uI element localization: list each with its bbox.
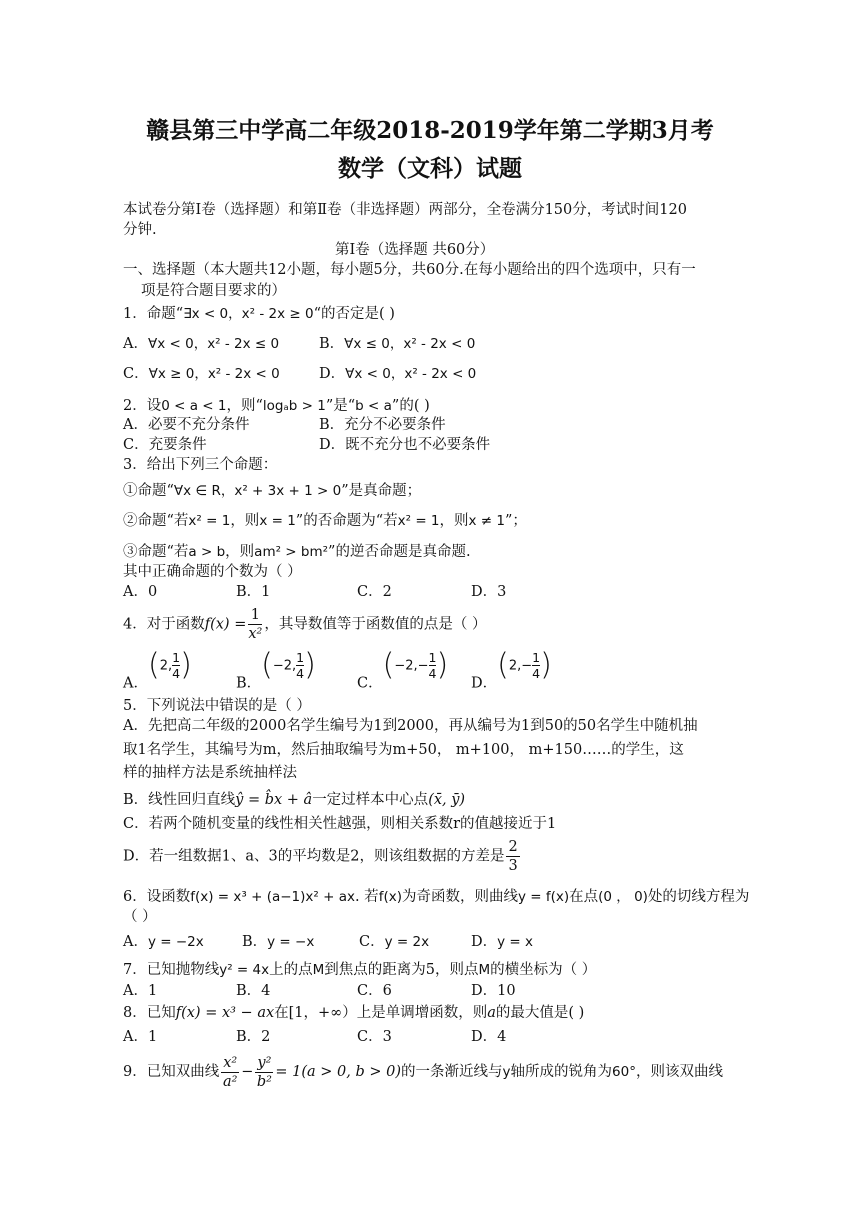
question-8-stem: 8．已知f(x) = x³ − ax在[1，+∞）上是单调增函数，则a的最大值是( ): [123, 1005, 585, 1021]
question-8-option-b: B．2: [236, 1029, 271, 1045]
section-instruction-2: 项是符合题目要求的）: [141, 283, 286, 299]
question-6-option-b: B．y = −x: [242, 934, 315, 950]
question-4-option-c: C．(−2,− $\frac{1}{4}$ ): [357, 647, 449, 692]
question-7-option-b: B．4: [236, 983, 271, 999]
question-3-proposition-3: ③命题“若a > b，则am² > bm²”的逆否命题是真命题.: [123, 544, 471, 560]
question-8-option-d: D．4: [471, 1029, 507, 1045]
question-4-option-d: D．(2,− $\frac{1}{4}$ ): [471, 647, 552, 692]
section-heading: 第Ⅰ卷（选择题 共60分）: [335, 242, 495, 258]
text: 1．命题“: [123, 306, 184, 322]
exam-title: 赣县第三中学高二年级2018-2019学年第二学期3月考: [146, 117, 714, 144]
question-5-option-b: B．线性回归直线ŷ = b̂x + â一定过样本中心点(x̄, ȳ): [123, 792, 466, 808]
question-3-ask: 其中正确命题的个数为（ ）: [123, 564, 302, 580]
question-2-option-c: C．充要条件: [123, 437, 207, 453]
exam-subtitle: 数学（文科）试题: [338, 155, 522, 182]
question-3-option-c: C．2: [357, 584, 392, 600]
question-5-option-c: C．若两个随机变量的线性相关性越强，则相关系数r的值越接近于1: [123, 816, 557, 832]
question-6-option-a: A．y = −2x: [123, 934, 204, 950]
question-6-stem: 6．设函数f(x) = x³ + (a−1)x² + ax. 若f(x)为奇函数，则曲线y = f(x)在点(0 ， 0)处的切线方程为: [123, 889, 750, 905]
question-4-stem: 4．对于函数f(x) = $\frac{1}{\text{x²}}$ ，其导数值等于函数值的点是（ ）: [123, 607, 487, 642]
question-7-option-c: C．6: [357, 983, 392, 999]
question-1-option-b: B．∀x ≤ 0，x² - 2x < 0: [319, 336, 476, 352]
question-7-option-d: D．10: [471, 983, 516, 999]
question-7-stem: 7．已知抛物线y² = 4x上的点M到焦点的距离为5，则点M的横坐标为（ ）: [123, 962, 597, 978]
question-3-option-b: B．1: [236, 584, 271, 600]
question-2-stem: 2．设0 < a < 1，则“logₐb > 1”是“b < a”的( ): [123, 398, 430, 414]
fraction: $\frac{\text{y²}}{\text{b²}}$: [256, 1054, 272, 1090]
question-5-option-d: D．若一组数据1、a、3的平均数是2，则该组数据的方差是 $\frac{2}{3}$: [123, 839, 518, 874]
intro-line-1: 本试卷分第Ⅰ卷（选择题）和第Ⅱ卷（非选择题）两部分，全卷满分150分，考试时间120: [123, 202, 687, 218]
question-3-proposition-1: ①命题“∀x ∈ R，x² + 3x + 1 > 0”是真命题；: [123, 483, 422, 499]
question-6-option-d: D．y = x: [471, 934, 534, 950]
fraction: $\frac{1}{\text{x²}}$: [248, 607, 263, 642]
text: “的否定是( ): [313, 306, 395, 322]
question-1-option-c: C．∀x ≥ 0，x² - 2x < 0: [123, 366, 280, 382]
question-4-option-a: A．(2, $\frac{1}{4}$ ): [123, 647, 192, 692]
fraction: $\frac{2}{3}$: [508, 839, 518, 874]
question-4-option-b: B．(−2, $\frac{1}{4}$ ): [236, 647, 316, 692]
section-instruction-1: 一、选择题（本大题共12小题，每小题5分，共60分.在每小题给出的四个选项中，只有一: [123, 262, 696, 278]
question-5-option-a-line-3: 样的抽样方法是系统抽样法: [123, 765, 297, 781]
question-1-option-a: A．∀x < 0，x² - 2x ≤ 0: [123, 336, 280, 352]
question-5-option-a-line-1: A．先把高二年级的2000名学生编号为1到2000，再从编号为1到50的50名学生中随机抽: [123, 718, 698, 734]
question-7-option-a: A．1: [123, 983, 158, 999]
question-1-option-d: D．∀x < 0，x² - 2x < 0: [319, 366, 477, 382]
question-3-option-d: D．3: [471, 584, 507, 600]
math-expr: ∃x < 0，x² - 2x ≥ 0: [183, 306, 314, 322]
fraction: $\frac{\text{x²}}{\text{a²}}$: [223, 1054, 238, 1090]
question-8-option-c: C．3: [357, 1029, 392, 1045]
question-6-option-c: C．y = 2x: [359, 934, 430, 950]
question-6-stem-line-2: （ ）: [123, 909, 157, 925]
intro-line-2: 分钟.: [123, 222, 157, 238]
question-5-stem: 5．下列说法中错误的是（ ）: [123, 698, 311, 714]
question-3-proposition-2: ②命题“若x² = 1，则x = 1”的否命题为“若x² = 1，则x ≠ 1”；: [123, 513, 527, 529]
question-9-stem: 9．已知双曲线 $\frac{\text{x²}}{\text{a²}}$ − $\frac{\text{y²}}{\text{b²}}$ = 1(a > 0, b > 0)的一条渐近线与y轴所成的锐角为60°，则该双曲线: [123, 1054, 723, 1090]
question-2-option-d: D．既不充分也不必要条件: [319, 437, 491, 453]
question-8-option-a: A．1: [123, 1029, 158, 1045]
question-5-option-a-line-2: 取1名学生，其编号为m，然后抽取编号为m+50， m+100， m+150……的学生，这: [123, 742, 684, 758]
question-2-option-b: B．充分不必要条件: [319, 417, 446, 433]
question-3-option-a: A．0: [123, 584, 158, 600]
question-2-option-a: A．必要不充分条件: [123, 417, 250, 433]
question-3-stem: 3．给出下列三个命题：: [123, 457, 278, 473]
question-1-stem: [123, 304, 395, 324]
